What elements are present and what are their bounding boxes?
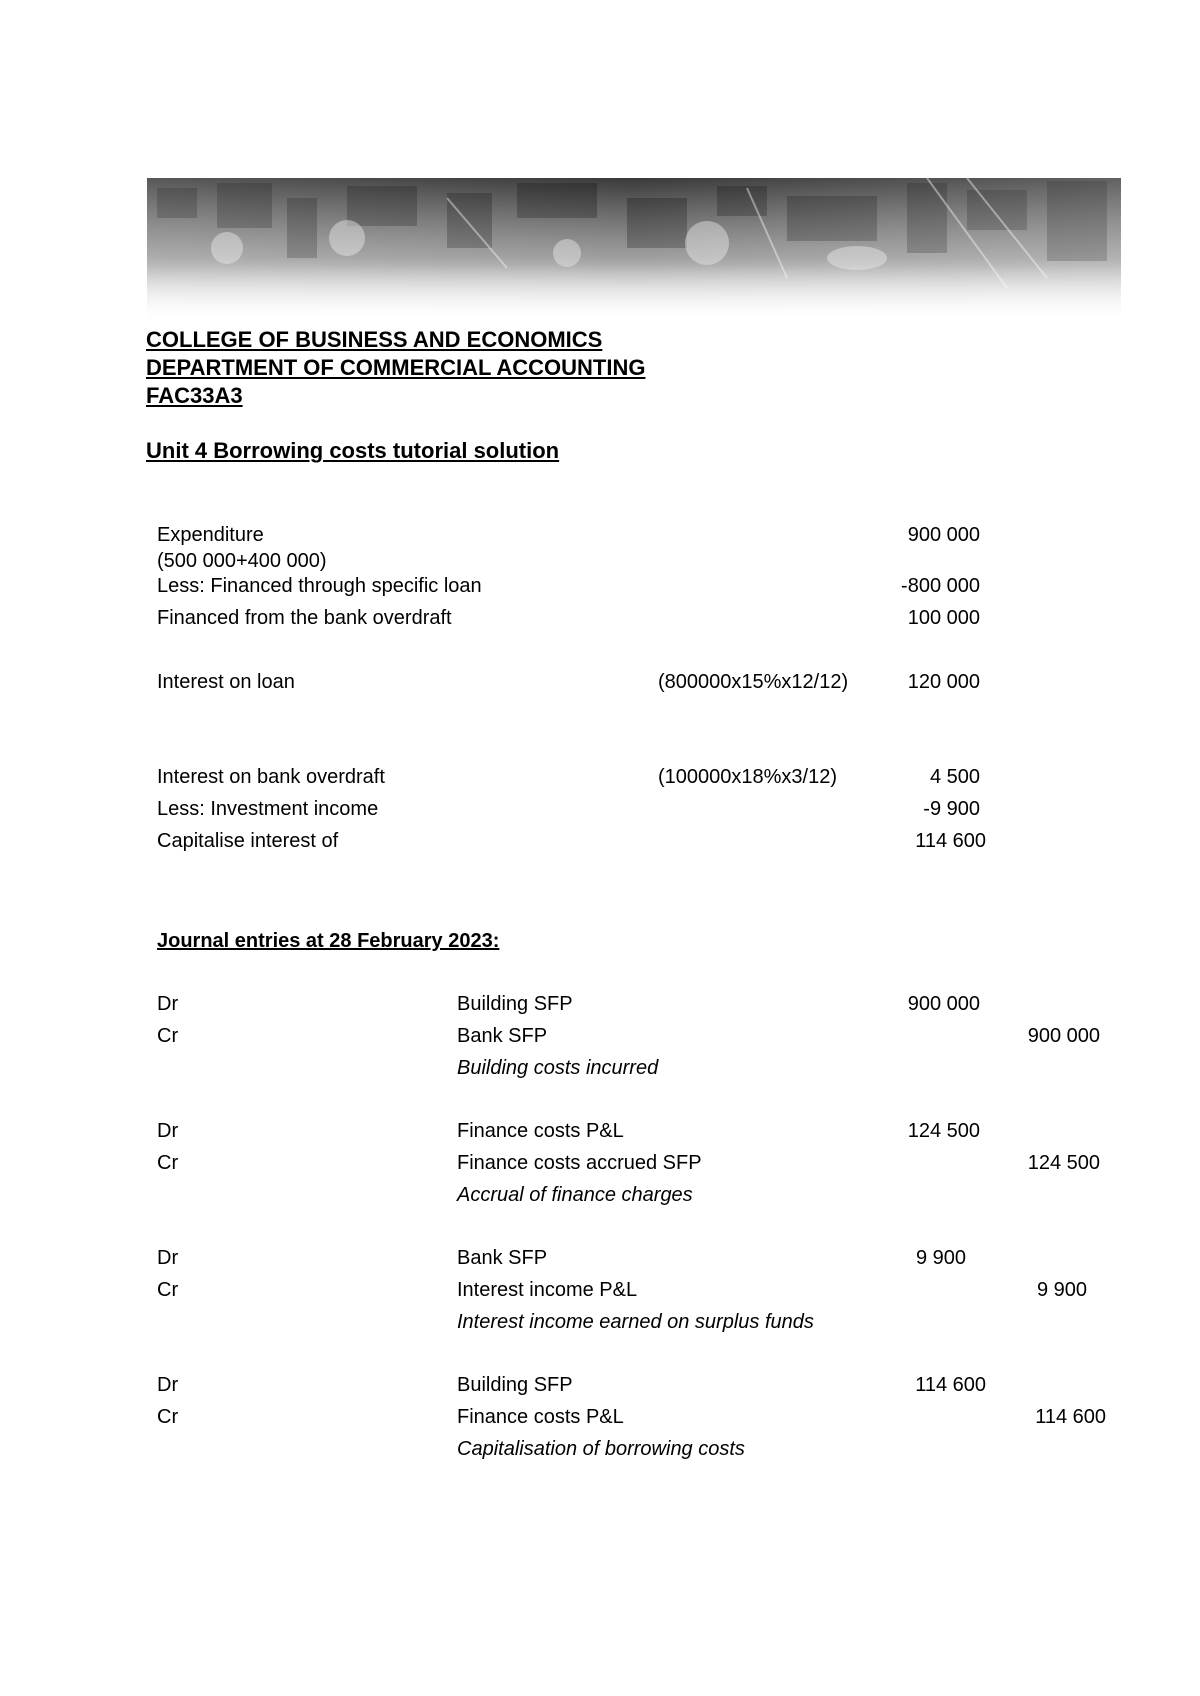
journal-narration: Capitalisation of borrowing costs [457,1438,745,1460]
journal-dr-account: Building SFP [457,993,573,1015]
journal-cr-label: Cr [157,1025,179,1047]
journal-narration: Accrual of finance charges [457,1184,693,1206]
expenditure-value: 900 000 [907,524,980,546]
department-name: DEPARTMENT OF COMMERCIAL ACCOUNTING [146,355,646,380]
capitalise-value: 114 600 [915,830,986,852]
interest-overdraft-formula: (100000x18%x3/12) [658,766,838,788]
journal-cr-account: Bank SFP [457,1025,548,1047]
journal-dr-label: Dr [157,993,179,1015]
journal-dr-amount: 124 500 [907,1120,980,1142]
journal-narration: Interest income earned on surplus funds [457,1311,814,1333]
interest-loan-formula: (800000x15%x12/12) [658,671,849,693]
journal-dr-label: Dr [157,1374,179,1396]
header-banner-image [147,178,1121,323]
journal-cr-label: Cr [157,1152,179,1174]
journal-cr-amount: 900 000 [1027,1025,1100,1047]
capitalise-label: Capitalise interest of [157,830,339,852]
journal-dr-label: Dr [157,1120,179,1142]
journal-cr-account: Finance costs accrued SFP [457,1152,702,1174]
expenditure-label: Expenditure [157,524,264,546]
journal-cr-label: Cr [157,1279,179,1301]
journal-dr-account: Building SFP [457,1374,573,1396]
journal-title: Journal entries at 28 February 2023: [157,930,500,952]
course-code: FAC33A3 [146,383,243,408]
journal-cr-account: Interest income P&L [457,1279,638,1301]
journal-dr-amount: 114 600 [915,1374,986,1396]
journal-cr-account: Finance costs P&L [457,1406,624,1428]
journal-cr-label: Cr [157,1406,179,1428]
interest-overdraft-value: 4 500 [929,766,980,788]
journal-cr-amount: 114 600 [1035,1406,1106,1428]
overdraft-value: 100 000 [907,607,980,629]
journal-cr-amount: 124 500 [1027,1152,1100,1174]
page-title: Unit 4 Borrowing costs tutorial solution [146,438,560,463]
interest-loan-value: 120 000 [907,671,980,693]
journal-cr-amount: 9 900 [1036,1279,1087,1301]
journal-narration: Building costs incurred [457,1057,659,1079]
journal-dr-label: Dr [157,1247,179,1269]
less-loan-value: -800 000 [901,575,980,597]
overdraft-label: Financed from the bank overdraft [157,607,452,629]
journal-dr-amount: 900 000 [907,993,980,1015]
journal-dr-account: Finance costs P&L [457,1120,624,1142]
interest-overdraft-label: Interest on bank overdraft [157,766,385,788]
less-loan-label: Less: Financed through specific loan [157,575,482,597]
investment-income-label: Less: Investment income [157,798,379,820]
journal-dr-account: Bank SFP [457,1247,548,1269]
expenditure-breakdown: (500 000+400 000) [157,550,327,572]
college-name: COLLEGE OF BUSINESS AND ECONOMICS [146,327,603,352]
investment-income-value: -9 900 [923,798,980,820]
interest-loan-label: Interest on loan [157,671,295,693]
journal-dr-amount: 9 900 [915,1247,966,1269]
